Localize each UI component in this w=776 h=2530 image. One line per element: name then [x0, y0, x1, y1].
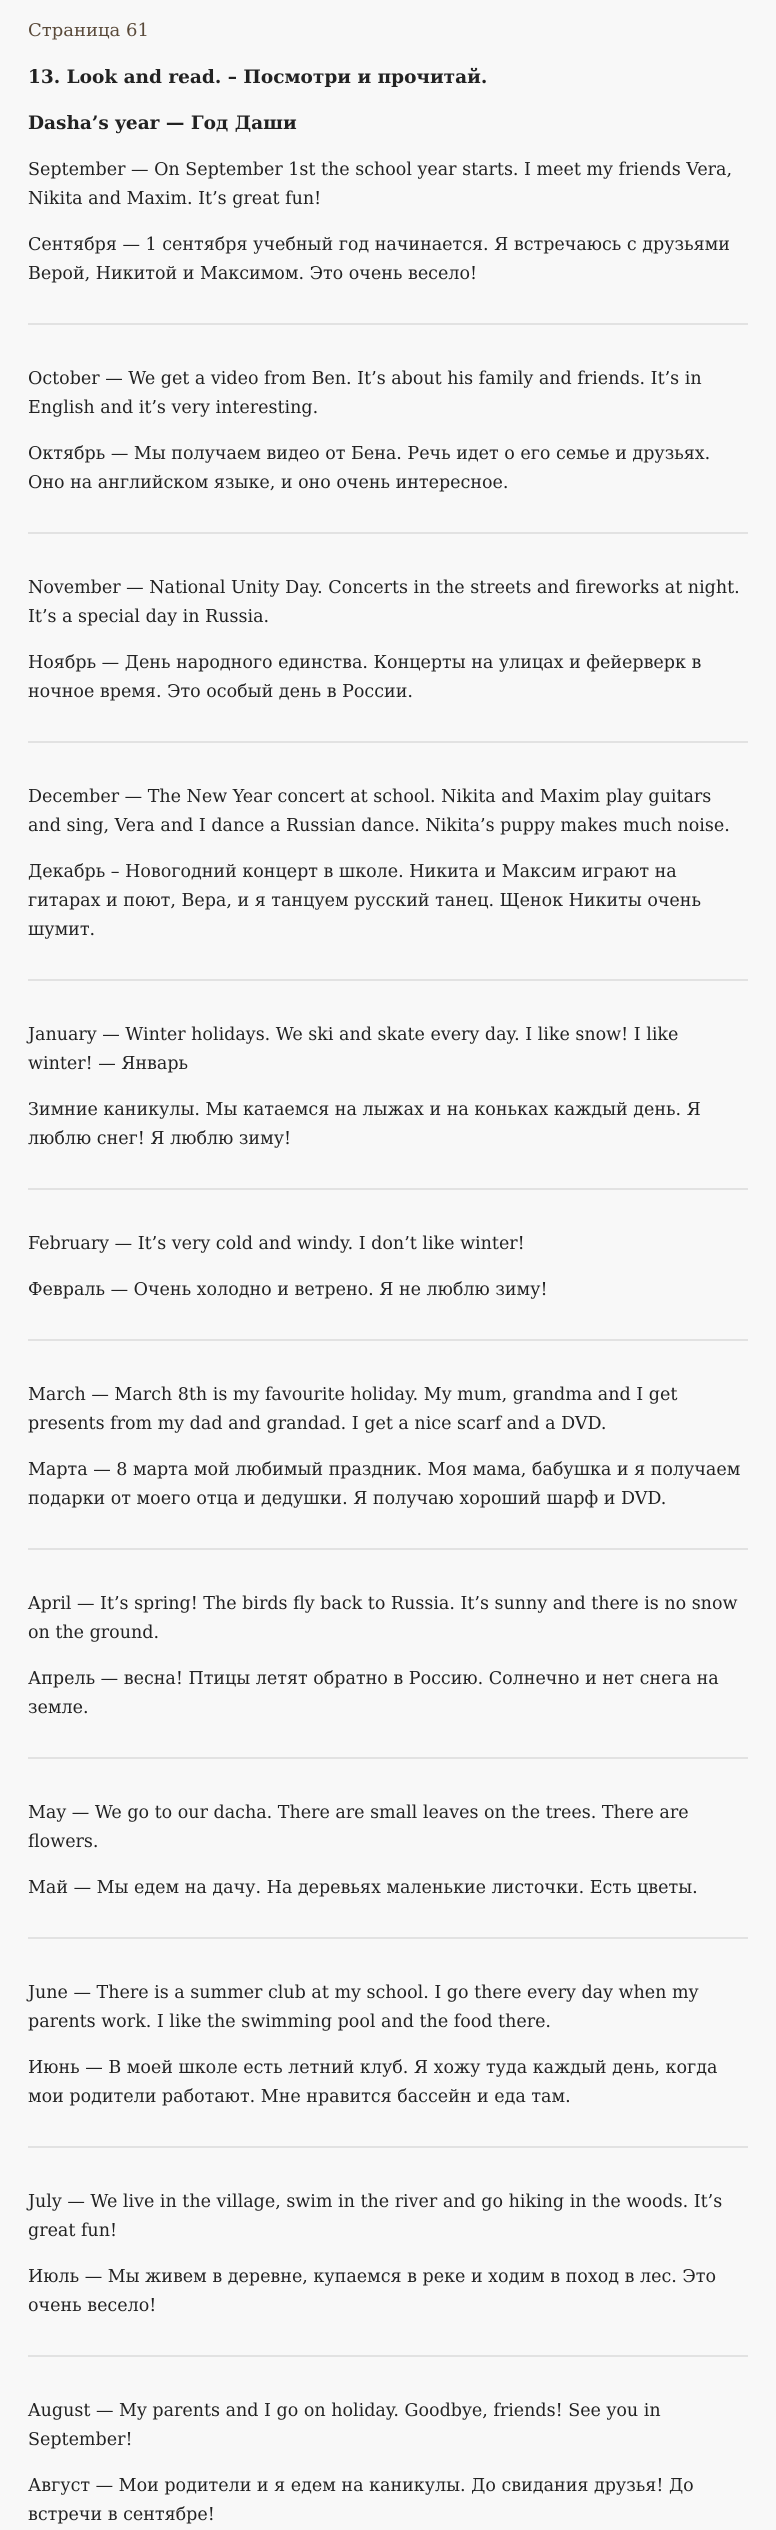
entry-english-text: October — We get a video from Ben. It’s about his family and friends. It’s in English and it’s very interesting. — [28, 369, 702, 418]
entry-russian-text: Зимние каникулы. Мы катаемся на лыжах и на коньках каждый день. Я люблю снег! Я люблю зиму! — [28, 1100, 701, 1149]
month-entry — [28, 783, 748, 945]
month-entry — [28, 2397, 748, 2530]
month-entry — [28, 1799, 748, 1903]
entry-russian-text: Декабрь – Новогодний концерт в школе. Никита и Максим играют на гитарах и поют, Вера, и я танцуем русский танец. Щенок Никиты очень шумит. — [28, 862, 701, 940]
page-number: Страница 61 — [28, 20, 149, 41]
section-divider — [28, 532, 748, 534]
section-divider — [28, 1339, 748, 1341]
section-divider — [28, 1548, 748, 1550]
exercise-title: 13. Look and read. – Посмотри и прочитай. — [28, 67, 488, 88]
month-entry — [28, 574, 748, 707]
month-entry — [28, 1979, 748, 2112]
section-divider — [28, 2355, 748, 2357]
entry-english-text: January — Winter holidays. We ski and skate every day. I like snow! I like winter! — Январь — [28, 1025, 679, 1074]
entry-english-text: February — It’s very cold and windy. I don’t like winter! — [28, 1234, 525, 1254]
month-entry — [28, 1021, 748, 1154]
entry-russian-text: Июнь — В моей школе есть летний клуб. Я хожу туда каждый день, когда мои родители работают. Мне нравится бассейн и еда там. — [28, 2058, 718, 2107]
entry-russian-text: Марта — 8 марта мой любимый праздник. Моя мама, бабушка и я получаем подарки от моего отца и дедушки. Я получаю хороший шарф и DVD. — [28, 1460, 741, 1509]
section-divider — [28, 2146, 748, 2148]
month-entry — [28, 2188, 748, 2321]
entry-russian-text: Август — Мои родители и я едем на каникулы. До свидания друзья! До встречи в сентябре! — [28, 2476, 694, 2525]
entry-english-text: May — We go to our dacha. There are small leaves on the trees. There are flowers. — [28, 1803, 689, 1852]
entry-english-text: June — There is a summer club at my school. I go there every day when my parents work. I like the swimming pool and the food there. — [28, 1983, 699, 2032]
entry-russian-text: Сентября — 1 сентября учебный год начинается. Я встречаюсь с друзьями Верой, Никитой и Максимом. Это очень весело! — [28, 235, 730, 284]
entry-russian-text: Февраль — Очень холодно и ветрено. Я не люблю зиму! — [28, 1280, 548, 1300]
entry-english-text: July — We live in the village, swim in the river and go hiking in the woods. It’s great fun! — [28, 2192, 723, 2241]
entry-english-text: April — It’s spring! The birds fly back to Russia. It’s sunny and there is no snow on the ground. — [28, 1594, 738, 1643]
entry-russian-text: Ноябрь — День народного единства. Концерты на улицах и фейерверк в ночное время. Это особый день в России. — [28, 653, 702, 702]
section-divider — [28, 1937, 748, 1939]
entry-russian-text: Октябрь — Мы получаем видео от Бена. Речь идет о его семье и друзьях. Оно на английском языке, и оно очень интересное. — [28, 444, 711, 493]
section-divider — [28, 1757, 748, 1759]
month-entry — [28, 156, 748, 289]
entry-english-text: September — On September 1st the school year starts. I meet my friends Vera, Nikita and Maxim. It’s great fun! — [28, 160, 733, 209]
entry-russian-text: Май — Мы едем на дачу. На деревьях маленькие листочки. Есть цветы. — [28, 1878, 698, 1898]
entry-russian-text: Апрель — весна! Птицы летят обратно в Россию. Солнечно и нет снега на земле. — [28, 1669, 719, 1718]
section-divider — [28, 741, 748, 743]
month-entry — [28, 1381, 748, 1514]
entry-english-text: November — National Unity Day. Concerts in the streets and fireworks at night. It’s a special day in Russia. — [28, 578, 740, 627]
story-title: Dasha’s year — Год Даши — [28, 113, 297, 134]
section-divider — [28, 1188, 748, 1190]
entries-list — [28, 156, 748, 2530]
month-entry — [28, 365, 748, 498]
entry-russian-text: Июль — Мы живем в деревне, купаемся в реке и ходим в поход в лес. Это очень весело! — [28, 2267, 716, 2316]
entry-english-text: December — The New Year concert at school. Nikita and Maxim play guitars and sing, Vera and I dance a Russian dance. Nikita’s puppy makes much noise. — [28, 787, 730, 836]
section-divider — [28, 979, 748, 981]
entry-english-text: March — March 8th is my favourite holiday. My mum, grandma and I get presents from my dad and grandad. I get a nice scarf and a DVD. — [28, 1385, 678, 1434]
section-divider — [28, 323, 748, 325]
month-entry — [28, 1230, 748, 1305]
entry-english-text: August — My parents and I go on holiday. Goodbye, friends! See you in September! — [28, 2401, 661, 2450]
month-entry — [28, 1590, 748, 1723]
